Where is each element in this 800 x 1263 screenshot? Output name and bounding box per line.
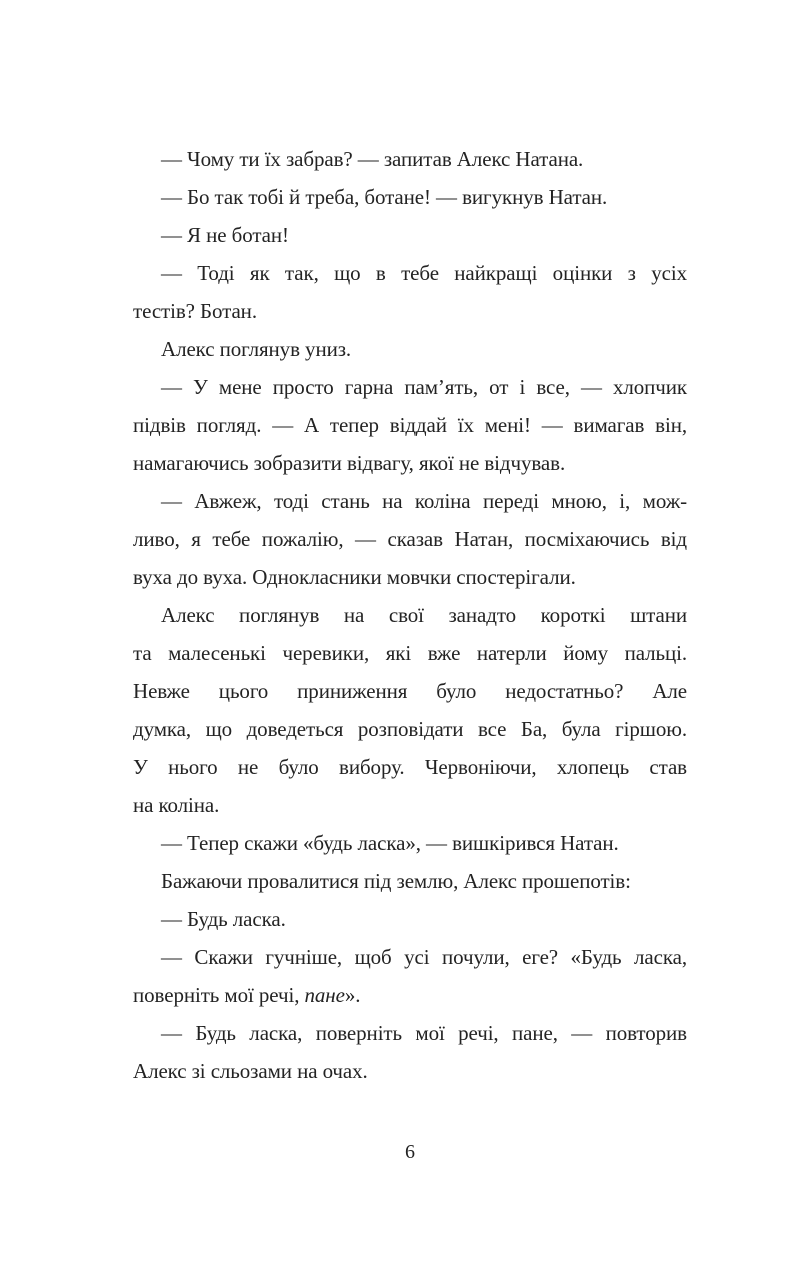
text-line: намагаючись зобразити відвагу, якої не відчував. bbox=[133, 451, 566, 475]
italic-text-segment: пане bbox=[304, 983, 345, 1007]
text-line: на коліна. bbox=[133, 793, 220, 817]
text-line: — У мене просто гарна пам’ять, от і все, — хлопчик bbox=[161, 375, 687, 399]
text-line: підвів погляд. — А тепер віддай їх мені! — вимагав він, bbox=[133, 413, 687, 437]
text-line: Алекс поглянув униз. bbox=[161, 337, 352, 361]
body-text bbox=[133, 140, 687, 1090]
text-segment: ». bbox=[344, 983, 361, 1007]
text-line: Алекс поглянув на свої занадто короткі штани bbox=[161, 603, 687, 627]
text-line: Невже цього приниження було недостатньо? Але bbox=[133, 679, 687, 703]
text-line: — Авжеж, тоді стань на коліна переді мною, і, мож- bbox=[161, 489, 687, 513]
text-line: — Чому ти їх забрав? — запитав Алекс Натана. bbox=[161, 147, 584, 171]
text-line-with-italic bbox=[133, 976, 687, 1014]
text-line: — Скажи гучніше, щоб усі почули, еге? «Будь ласка, bbox=[161, 945, 687, 969]
text-line: Бажаючи провалитися під землю, Алекс прошепотів: bbox=[161, 869, 631, 893]
text-line: та малесенькі черевики, які вже натерли йому пальці. bbox=[133, 641, 687, 665]
text-line: — Будь ласка, поверніть мої речі, пане, — повторив bbox=[161, 1021, 687, 1045]
text-line: тестів? Ботан. bbox=[133, 299, 257, 323]
text-line: вуха до вуха. Однокласники мовчки спостерігали. bbox=[133, 565, 576, 589]
text-line: Алекс зі сльозами на очах. bbox=[133, 1059, 368, 1083]
text-line: — Я не ботан! bbox=[161, 223, 289, 247]
text-line: — Тоді як так, що в тебе найкращі оцінки з усіх bbox=[161, 261, 687, 285]
text-line: У нього не було вибору. Червоніючи, хлопець став bbox=[133, 755, 687, 779]
text-line: — Тепер скажи «будь ласка», — вишкірився Натан. bbox=[161, 831, 619, 855]
text-line: — Бо так тобі й треба, ботане! — вигукнув Натан. bbox=[161, 185, 608, 209]
text-line: — Будь ласка. bbox=[161, 907, 286, 931]
text-segment: поверніть мої речі, bbox=[133, 983, 305, 1007]
text-line: ливо, я тебе пожалію, — сказав Натан, посміхаючись від bbox=[133, 527, 687, 551]
page-number: 6 bbox=[405, 1141, 415, 1163]
text-line: думка, що доведеться розповідати все Ба, була гіршою. bbox=[133, 717, 687, 741]
